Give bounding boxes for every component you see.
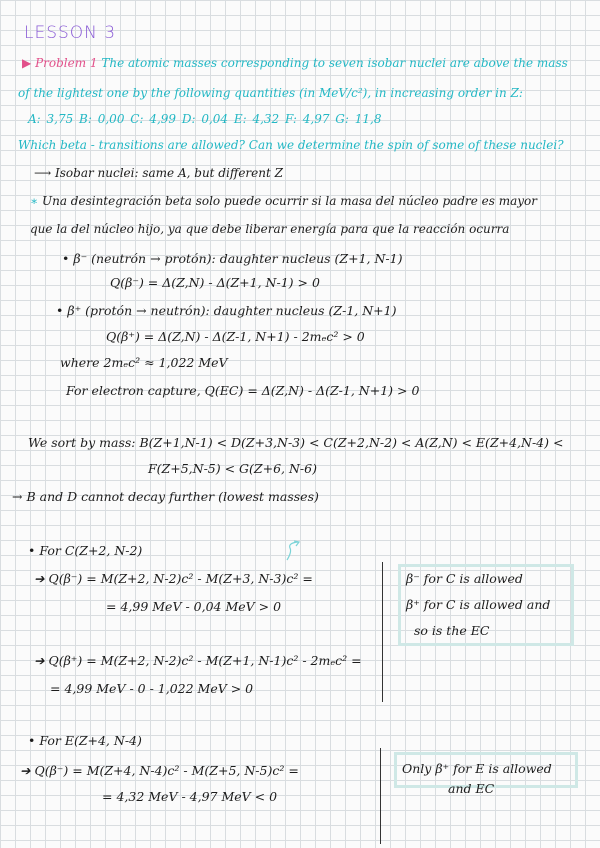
- e-q1-eq: Q(β⁻) = M(Z+4, N-4)c² - M(Z+5, N-5)c² =: [34, 763, 299, 778]
- c-q1-result: = 4,99 MeV - 0,04 MeV > 0: [106, 599, 282, 614]
- problem-question: Which beta - transitions are allowed? Can we determine the spin of some of these nuclei?: [18, 138, 564, 152]
- e-box-line-2: and EC: [448, 781, 495, 796]
- c-q2-eq: Q(β⁺) = M(Z+2, N-2)c² - M(Z+1, N-1)c² - 2mₑc² =: [48, 653, 362, 668]
- c-box-line-3: so is the EC: [414, 623, 490, 638]
- c-q2-line: [34, 654, 362, 668]
- right-arrow-icon: ⟶: [34, 166, 56, 180]
- c-box-line-1: β⁻ for C is allowed: [406, 571, 523, 586]
- spanish-text-2: que la del núcleo hijo, ya que debe liberar energía para que la reacción ocurra: [30, 222, 510, 236]
- divider-line: [380, 748, 381, 844]
- bullet-dot-icon: •: [28, 733, 40, 748]
- sort-conclusion: B and D cannot decay further (lowest masses): [26, 489, 319, 504]
- asterisk-icon: ∗: [30, 194, 42, 208]
- sort-line-2: F(Z+5,N-5) < G(Z+6, N-6): [148, 461, 317, 476]
- bullet-dot-icon: •: [28, 543, 40, 558]
- c-q1-line: [34, 572, 313, 586]
- section-e-header-line: [28, 734, 142, 748]
- isobar-line: [34, 166, 283, 180]
- bullet-dot-icon: •: [56, 303, 68, 318]
- bplus-line: [56, 304, 396, 318]
- bold-arrow-icon: ➔: [34, 653, 49, 668]
- isobar-text: Isobar nuclei: same A, but different Z: [55, 166, 283, 180]
- problem-text-1: The atomic masses corresponding to seven isobar nuclei are above the mass: [101, 56, 568, 70]
- bminus-equation: Q(β⁻) = Δ(Z,N) - Δ(Z+1, N-1) > 0: [110, 275, 320, 290]
- c-q2-result: = 4,99 MeV - 0 - 1,022 MeV > 0: [50, 681, 254, 696]
- bplus-title: β⁺ (protón → neutrón): daughter nucleus (Z-1, N+1): [67, 303, 397, 318]
- sort-line-1: We sort by mass: B(Z+1,N-1) < D(Z+3,N-3) < C(Z+2,N-2) < A(Z,N) < E(Z+4,N-4) <: [28, 435, 564, 450]
- spanish-text-1: Una desintegración beta solo puede ocurrir si la masa del núcleo padre es mayor: [41, 194, 537, 208]
- divider-line: [382, 562, 383, 702]
- bold-arrow-icon: ➔: [20, 763, 35, 778]
- problem-values: A: 3,75 B: 0,00 C: 4,99 D: 0,04 E: 4,32 F: 4,97 G: 11,8: [28, 112, 382, 126]
- section-c-header: For C(Z+2, N-2): [39, 543, 143, 558]
- sort-conclusion-line: [12, 490, 319, 504]
- triangle-bullet-icon: ▶: [22, 56, 32, 70]
- lesson-title: LESSON 3: [24, 23, 117, 43]
- bold-arrow-icon: ➔: [34, 571, 49, 586]
- e-q1-result: = 4,32 MeV - 4,97 MeV < 0: [102, 789, 278, 804]
- problem-label: Problem 1: [35, 56, 98, 70]
- where-line: where 2mₑc² ≈ 1,022 MeV: [60, 355, 228, 370]
- bullet-dot-icon: •: [62, 251, 74, 266]
- problem-line-1: [22, 56, 568, 70]
- bminus-line: [62, 252, 402, 266]
- right-arrow-icon: →: [12, 489, 27, 504]
- bminus-title: β⁻ (neutrón → protón): daughter nucleus (Z+1, N-1): [73, 251, 403, 266]
- squiggle-arrow-icon: [284, 540, 304, 562]
- problem-text-2: of the lightest one by the following quantities (in MeV/c²), in increasing order in Z:: [18, 86, 523, 100]
- e-box-line-1: Only β⁺ for E is allowed: [402, 761, 552, 776]
- spanish-line-1: [30, 194, 537, 208]
- e-q1-line: [20, 764, 299, 778]
- section-c-header-line: [28, 544, 142, 558]
- c-q1-eq: Q(β⁻) = M(Z+2, N-2)c² - M(Z+3, N-3)c² =: [48, 571, 313, 586]
- section-e-header: For E(Z+4, N-4): [39, 733, 142, 748]
- bplus-equation: Q(β⁺) = Δ(Z,N) - Δ(Z-1, N+1) - 2mₑc² > 0: [106, 329, 365, 344]
- ec-line: For electron capture, Q(EC) = Δ(Z,N) - Δ(Z-1, N+1) > 0: [66, 383, 420, 398]
- c-box-line-2: β⁺ for C is allowed and: [406, 597, 551, 612]
